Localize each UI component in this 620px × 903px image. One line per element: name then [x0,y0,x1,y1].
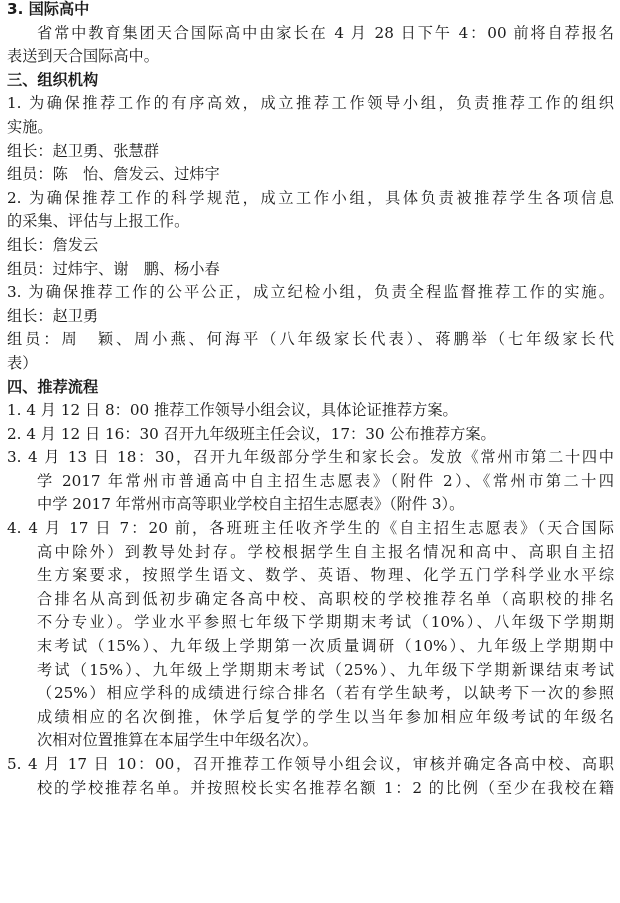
paragraph-line: 不分专业）。学业水平参照七年级下学期期末考试（10%）、八年级下学期期 [37,613,614,632]
paragraph-line: 组长：赵卫勇、张慧群 [7,141,159,160]
paragraph-line: 中学 2017 年常州市高等职业学校自主招生志愿表》（附件 3）。 [37,495,465,514]
paragraph-line: 组长：赵卫勇 [7,306,99,325]
paragraph-line: 末考试（15%）、九年级上学期第一次质量调研（10%）、九年级上学期期中 [37,637,614,656]
paragraph-line: 高中除外）到教导处封存。学校根据学生自主报名情况和高中、高职自主招 [37,542,614,561]
paragraph-line: 合排名从高到低初步确定各高中校、高职校的学校推荐名单（高职校的排名 [37,589,614,608]
paragraph-line: 4. 4 月 17 日 7：20 前，各班班主任收齐学生的《自主招生志愿表》（天合国际 [7,519,614,538]
paragraph-line: 生方案要求，按照学生语文、数学、英语、物理、化学五门学科学业水平综 [37,566,614,585]
paragraph-line: 校的学校推荐名单。并按照校长实名推荐名额 1：2 的比例（至少在我校在籍 [37,778,614,797]
paragraph-line: 省常中教育集团天合国际高中由家长在 4 月 28 日下午 4：00 前将自荐报名 [37,23,614,42]
paragraph-line: 5. 4 月 17 日 10：00，召开推荐工作领导小组会议，审核并确定各高中校、高职 [7,755,614,773]
paragraph-line: 成绩相应的名次倒推，休学后复学的学生以当年参加相应年级考试的年级名 [37,707,614,726]
paragraph-line: 3. 为确保推荐工作的公平公正，成立纪检小组，负责全程监督推荐工作的实施。 [7,283,614,302]
section-heading: 三、组织机构 [7,70,99,89]
paragraph-line: 组员：陈 怡、詹发云、过炜宇 [7,165,220,184]
paragraph-line: 学 2017 年常州市普通高中自主招生志愿表》（附件 2）、《常州市第二十四 [37,471,614,490]
section-heading: 3. 国际高中 [7,0,90,18]
paragraph-line: 1. 4 月 12 日 8：00 推荐工作领导小组会议，具体论证推荐方案。 [7,401,458,420]
paragraph-line: 组员：周 颖、周小燕、何海平（八年级家长代表）、蒋鹏举（七年级家长代 [7,330,614,349]
paragraph-line: 1. 为确保推荐工作的有序高效，成立推荐工作领导小组，负责推荐工作的组织 [7,94,614,113]
paragraph-line: 的采集、评估与上报工作。 [7,212,190,231]
paragraph-line: 3. 4 月 13 日 18：30，召开九年级部分学生和家长会。发放《常州市第二十四中 [7,448,614,467]
paragraph-line: 组员：过炜宇、谢 鹏、杨小春 [7,259,220,278]
paragraph-line: 2. 为确保推荐工作的科学规范，成立工作小组，具体负责被推荐学生各项信息 [7,188,614,207]
paragraph-line: 表送到天合国际高中。 [7,47,159,66]
paragraph-line: 次相对位置推算在本届学生中年级名次）。 [37,731,318,750]
paragraph-line: 表） [7,353,38,372]
section-heading: 四、推荐流程 [7,377,99,396]
paragraph-line: 考试（15%）、九年级上学期期末考试（25%）、九年级下学期新课结束考试 [37,660,614,679]
paragraph-line: （25%）相应学科的成绩进行综合排名（若有学生缺考，以缺考下一次的参照 [37,684,614,703]
paragraph-line: 2. 4 月 12 日 16：30 召开九年级班主任会议，17：30 公布推荐方案。 [7,424,496,443]
paragraph-line: 实施。 [7,117,53,136]
paragraph-line: 组长：詹发云 [7,235,99,254]
